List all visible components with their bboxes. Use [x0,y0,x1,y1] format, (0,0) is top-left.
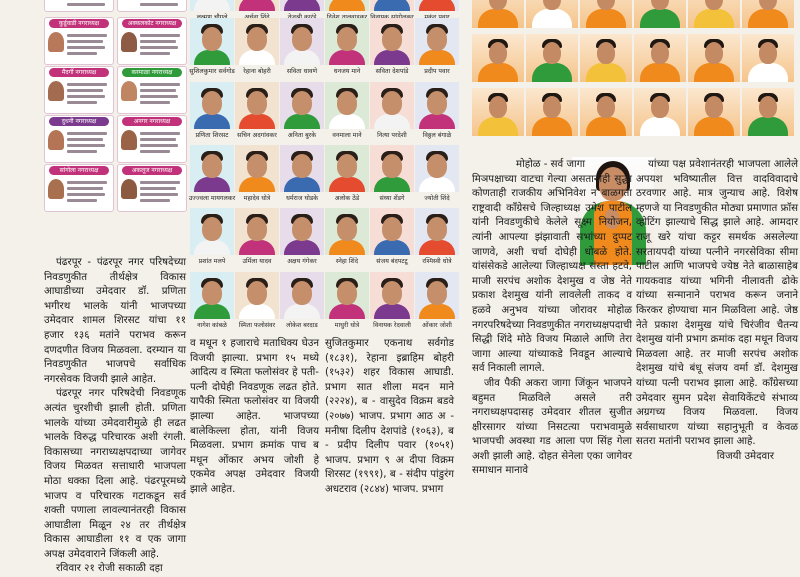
article-right-text-a [472,158,632,479]
corporator-photo [688,88,740,136]
section-heading: मोहोळ - सर्व जागा [516,159,586,170]
paragraph: सुजितकुमार एकनाथ सर्वगोड (१८३१), रेहाना इब्राहिम बोहरी (१५३२) शहर विकास आघाडी. प्रभाग सात शीला मदन माने (२२२४), ब - वासुदेव विक्रम बडवे (२०७७) भाजप. प्रभाग आठ अ - मनीषा दिलीप देशपांडे (१०६३), ब - प्रदीप दिलीप पवार (१०५१) भाजप. प्रभाग ९ अ दीपा विक्रम शिरसट (१९९१), ब - संदीप पांडुरंग अधटराव (२८४४) भाजप. प्रभाग [325,338,454,495]
candidate-card [117,0,187,12]
candidate-card [44,17,114,65]
candidate-name: धनजय माने [333,68,361,75]
candidate-name: वनमाला माने [332,132,362,139]
avatar [121,81,137,101]
candidate-photo [190,18,234,76]
candidate-photo [280,208,324,266]
caption: विजयी उमेदवार [716,450,774,462]
candidate-card [117,115,187,163]
candidate-name: सुशिलकुमार सर्वगोड [189,68,235,75]
article-middle-text [190,337,454,498]
candidate-card [117,17,187,65]
paragraph: व मधून १ हजाराचे मताधिक्य घेउन विजयी झाल्या. प्रभाग १५ मध्ये आदित्य व स्मिता फलोसंवर हे पती-पत्नी दोघेही निवडणूक लढत होते. यापैकी स्मिता फलोसंवर या विजयी झाल्या आहेत. भाजपच्या बालेकिल्ला होता, यांनी विजय मिळवला. प्रभाग क्रमांक पाच ब मधून ओंकार अभय जोशी हे एकमेव अपक्ष उमेदवार विजयी झाले आहेत. [190,338,319,495]
candidate-photo [190,272,234,330]
article-right-text-b [636,158,798,464]
corporator-photo [688,34,740,82]
text-column [325,337,454,498]
candidate-name: विठ्ठल बंगाळे [422,132,452,139]
candidate-name: संध्या शेंडगे [379,195,405,202]
candidate-photo [415,82,459,140]
text-column [190,337,319,498]
card-title: सांगोला नगराध्यक्ष [49,166,109,175]
avatar [48,32,64,52]
corporator-photo [472,0,524,28]
candidate-name: रेहाना बोहरी [243,68,271,75]
candidate-photo [325,18,369,76]
card-title: अनगर नगराध्यक्ष [122,117,182,126]
avatar [48,130,64,150]
right-column [464,0,800,477]
candidate-name: प्रदीप पवार [424,68,450,75]
avatar [121,130,137,150]
paragraph: मिञपक्षाच्या वाटचा गेल्या असतानाही सुद्धा कोणताही राजकीय अभिनिवेश न बाळगता राष्ट्रवादी काँग्रेसचे जिल्हाध्यक्ष उमेश पाटील यांनी निवडणुकीचे केलेले सूक्ष्म नियोजन, त्यांनी आपल्या झंझावाती सभांच्या दुप्पट जाणवे, अशी चर्चा दोघेही धोबळे होते. यांसंसेकडे आलेल्या जिल्हाध्यक्ष संस्ता हटवे, माजी सरपंच अशोक देशमुख व जेष्ठ नेते प्रकाश देशमुख यांनी लावलेली ताकद व हळवे अनुभव यांच्या जोरावर मोहोळ नगरपरिषदेच्या निवडणुकीत नगराध्यक्षपदाची सिद्धी शिंदे मोठे विजय मिळाले आणि तेरा जागा आल्या यांच्याकडे निवडून आल्याचे सर्व निकाली लागले. [472,173,632,375]
paragraph: पंढरपूर - पंढरपूर नगर परिषदेच्या निवडणुकीत तीर्थक्षेत्र विकास आघाडीच्या उमेदवार डॉ. प्रणिता भगीरथ भालके यांनी भाजपच्या उमेदवार शामल शिरसट यांचा ११ हजार १३६ मतांने पराभव करून दणदणीत विजय मिळवला. दरम्यान या निवडणुकीत भाजपचे सर्वाधिक नगरसेवक विजयी झाले आहेत. [44,257,186,385]
paragraph: रविवार २१ रोजी सकाळी दहा [56,563,163,575]
candidate-photo [235,272,279,330]
candidate-name: सविता देशपांडे [375,68,409,75]
corporator-photo [472,34,524,82]
article-left-text [44,256,186,577]
winners-photo-grid [188,0,460,495]
card-title: करमाळा नगराध्यक्ष [122,68,182,77]
candidate-photo [415,145,459,203]
candidate-name: स्मिता फलोसंवर [238,322,276,329]
candidate-photo [325,208,369,266]
card-title: दुधनी नगराध्यक्ष [49,117,109,126]
candidate-name: स्नेहा शिंदे [335,258,359,265]
candidate-name: उर्मिला यादव [242,258,272,265]
candidate-name: महादेव धोत्रे [243,195,271,202]
candidate-name: प्रणिता शिरसट [195,132,229,139]
candidate-name: नित्या परदेशी [377,132,407,139]
corporator-photo [634,0,686,28]
candidate-photo [280,272,324,330]
candidate-card [117,164,187,212]
avatar [48,179,64,199]
candidate-photo [190,82,234,140]
corporator-photo [742,34,794,82]
candidate-name: रश्मिस्वी धोत्रे [422,258,452,265]
candidate-card [117,66,187,114]
card-title: अक्कलकोट नगराध्यक्ष [122,19,182,28]
corporator-photo [526,34,578,82]
candidate-name: अलोक ठेंडे [334,195,360,202]
candidate-card [44,0,114,12]
candidate-name: लोकेश बरदाड [286,322,318,329]
candidate-photo [370,82,414,140]
candidate-name: संजय बंदपटटू [376,258,408,265]
candidate-photo [325,145,369,203]
candidate-photo [415,18,459,76]
candidate-photo [190,145,234,203]
candidate-name: सविता धावणे [286,68,318,75]
corporator-photo [742,88,794,136]
avatar [121,32,137,52]
card-title: अकलूज नगराध्यक्ष [122,166,182,175]
corporator-photo [472,88,524,136]
candidate-name: अनिता बुरके [287,132,317,139]
candidate-photo [370,272,414,330]
corporator-photo [580,88,632,136]
candidate-photo [415,272,459,330]
corporator-photo [742,0,794,28]
candidate-photo [280,82,324,140]
candidate-name: उज्ज्वला मायगलकर [188,195,236,202]
corporator-photo [526,88,578,136]
candidate-photo [280,145,324,203]
candidate-card [44,66,114,114]
candidate-name: ओंकार जोशी [422,322,452,329]
corporator-photo [688,0,740,28]
candidate-photo [235,208,279,266]
candidate-name: माधुरी धोत्रे [334,322,360,329]
candidate-name: ज्योती शिंदे [424,195,450,202]
corporator-photo [526,0,578,28]
candidate-photo [280,18,324,76]
candidate-name: सचिन अदगांवकर [237,132,277,139]
candidate-card [44,115,114,163]
card-title: मैंदर्गी नगराध्यक्ष [49,68,109,77]
candidate-photo [370,145,414,203]
paragraph: पंढरपूर नगर परिषदेची निवडणूक अत्यंत चुरशीची झाली होती. प्रणिता भालके यांच्या उमेदवारीमुळे ही लढत भालके विरुद्ध परिचारक अशी रंगली. विकासच्या नगराध्यक्षपदाच्या जागेवर विजय मिळवत सत्ताधारी भाजपला मोठा धक्का दिला आहे. पंढरपूरमध्ये भाजप व परिचारक गटाकडून सर्व शक्ती पणाला लावल्यानंतरही विकास आघाडीला मिळून २४ तर तीर्थक्षेत्र विकास आघाडीला ११ व एक जागा अपक्ष उमेदवाराने जिंकली आहे. [44,388,186,560]
avatar [121,179,137,199]
corporator-photo [580,0,632,28]
candidate-card [44,164,114,212]
avatar [48,81,64,101]
paragraph: जीव पैकी अकरा जागा जिंकून भाजपने बहुमत मिळविले असले तरी नगराध्यक्षपदासह उमेदवार शीतल सुजीत क्षीरसागर यांच्या निसटत्या पराभवामुळे भाजपची अवस्था गड आला पण सिंह गेला अशी झाली आहे. दोहत सेनेला एका जागेवर समाधान मानावे [472,377,632,477]
candidate-photo [415,208,459,266]
candidate-photo [235,145,279,203]
candidate-photo [370,18,414,76]
candidate-name: नागेश कांबळे [197,322,227,329]
candidate-photo [325,82,369,140]
candidate-name: अक्षय गंगेकर [287,258,317,265]
candidate-name: विनायक रेदवाली [373,322,411,329]
candidate-photo [325,272,369,330]
corporator-photo [634,34,686,82]
candidate-photo [370,208,414,266]
corporator-photo [580,34,632,82]
corporator-photo [634,88,686,136]
candidate-name: धर्मराज घोडके [285,195,319,202]
left-column [0,0,188,575]
candidate-name: प्रशांत मलपे [198,258,226,265]
card-title: कुर्डूवाडी नगराध्यक्ष [49,19,109,28]
candidate-photo [235,18,279,76]
candidate-photo [190,208,234,266]
paragraph: यांच्या पक्ष प्रवेशानंतरही भाजपला आलेले अपयश भविष्यातील वित्त वादविवादाचे ठरवणार आहे. मात्र जुन्याच आहे. विशेष म्हणजे या निवडणुकीत मोठ्या प्रमाणात फ्रॉस व्होटिंग झाल्याचे सिद्ध झाले आहे. आमदार राजू खरे यांचा कट्टर समर्थक असलेल्या सरतायपदी यांच्या पत्नीने नगरसेविका सीमा पाटील आणि भाजपचे ज्येष्ठ नेते बाळासाहेब गायकवाड यांच्या भगिनी नीलावती ढोके यांच्या सन्मानाने पराभव करून जनाने किरकर होण्याचा मान मिळविला आहे. जेष्ठ नेते प्रकाश देशमुख यांचे चिरंजीव चैतन्य देशमुख यांनी प्रभाग क्रमांक दहा मधून विजय मिळवला आहे. तर माजी सरपंच अशोक देशमुख यांचे बंधू संजय वर्मा डॉ. देशमुख यांच्या पत्नी पराभव झाला आहे. काँग्रेसच्या उमेदवार सुमन प्रदेश सेवायिकेंटचे संभाव्य अग्रगच्य विजय मिळवला. विजय सर्वसाधारण यांच्या सहानुभूती व केवळ सतरा मतांनी पराभव झाला आहे. [636,159,798,448]
candidate-photo [235,82,279,140]
